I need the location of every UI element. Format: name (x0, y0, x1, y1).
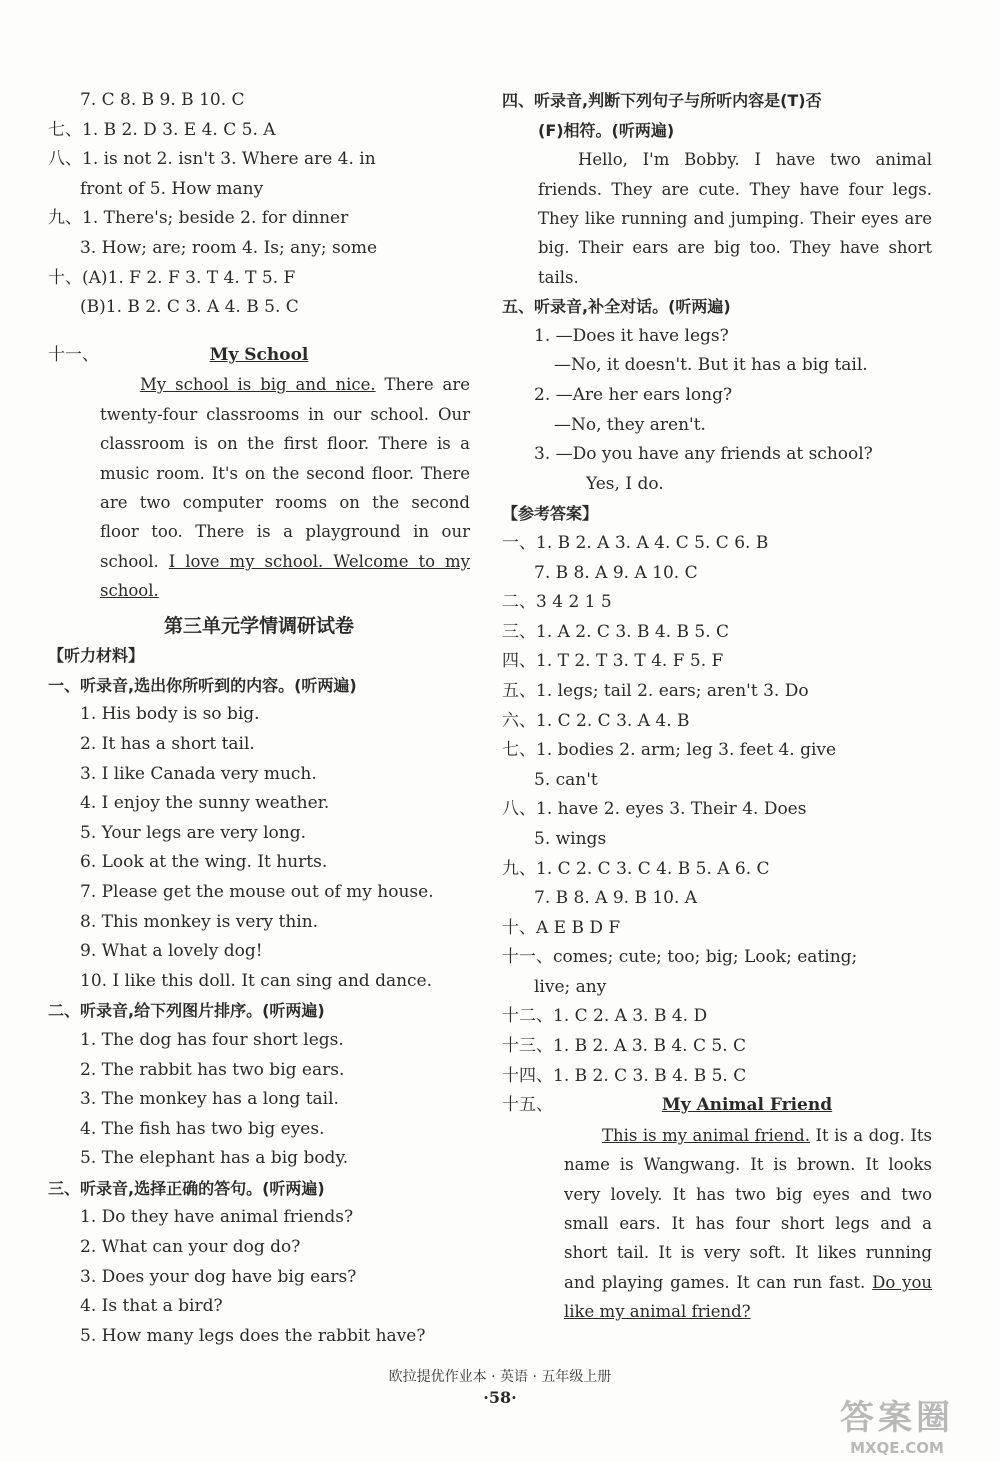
answer-line: 十四、1. B 2. C 3. B 4. B 5. C (502, 1065, 747, 1086)
list-item: 2. The rabbit has two big ears. (80, 1059, 345, 1080)
dialogue-line: Yes, I do. (586, 473, 664, 494)
list-item: 3. Does your dog have big ears? (80, 1266, 357, 1287)
answer-line: front of 5. How many (80, 178, 264, 199)
page-footer: 欧拉提优作业本 · 英语 · 五年级上册 (388, 1369, 612, 1385)
essay-heading (48, 341, 470, 371)
list-item: 2. What can your dog do? (80, 1237, 301, 1258)
listening-paragraph: Hello, I'm Bobby. I have two animal friends. They are cute. They have four legs. They like running and jumping. Their eyes are big. Their ears are big too. They have short tails. (538, 150, 932, 287)
watermark-logo (812, 1390, 982, 1457)
answer-line: 八、1. have 2. eyes 3. Their 4. Does (502, 799, 807, 820)
list-item: 5. The elephant has a big body. (80, 1148, 349, 1169)
dialogue-line: 3. —Do you have any friends at school? (534, 444, 873, 465)
list-item: 4. The fish has two big eyes. (80, 1118, 325, 1139)
answer-line: 四、1. T 2. T 3. T 4. F 5. F (502, 651, 724, 672)
section-label: 【听力材料】 (48, 646, 145, 666)
answer-line: 3. How; are; room 4. Is; any; some (80, 237, 378, 258)
essay-text: There are twenty-four classrooms in our school. Our classroom is on the first floor. There is a music room. It's on the second floor. There are two computer rooms on the second floor too. There is a playground in our school. (100, 375, 471, 571)
list-item: 1. The dog has four short legs. (80, 1029, 344, 1050)
section-heading: 二、听录音,给下列图片排序。(听两遍) (48, 1001, 325, 1021)
right-column (502, 86, 932, 1327)
answer-line: (B)1. B 2. C 3. A 4. B 5. C (80, 297, 299, 318)
section-label: 【参考答案】 (502, 504, 599, 524)
list-item: 4. I enjoy the sunny weather. (80, 793, 330, 814)
answer-line: 七、1. bodies 2. arm; leg 3. feet 4. give (502, 740, 837, 761)
answer-line: 7. B 8. A 9. A 10. C (534, 562, 698, 583)
unit-title: 第三单元学情调研试卷 (163, 614, 354, 637)
list-item: 9. What a lovely dog! (80, 941, 263, 962)
essay-body (502, 1121, 932, 1327)
essay-underlined-end: Do you like my animal friend? (564, 1272, 933, 1322)
answer-line: 十、(A)1. F 2. F 3. T 4. T 5. F (48, 267, 296, 288)
section-heading: 五、听录音,补全对话。(听两遍) (502, 297, 731, 317)
essay-number: 十五、 (502, 1095, 553, 1116)
essay-underlined-start: This is my animal friend. (602, 1125, 810, 1145)
left-column (48, 86, 470, 1351)
section-heading: 四、听录音,判断下列句子与所听内容是(T)否 (502, 91, 822, 110)
list-item: 8. This monkey is very thin. (80, 911, 319, 932)
list-item: 6. Look at the wing. It hurts. (80, 852, 328, 873)
answer-line: 十三、1. B 2. A 3. B 4. C 5. C (502, 1036, 747, 1057)
watermark-url: MXQE.COM (850, 1439, 944, 1457)
section-heading: 一、听录音,选出你所听到的内容。(听两遍) (48, 675, 357, 695)
essay-body (48, 370, 470, 605)
list-item: 2. It has a short tail. (80, 733, 255, 754)
list-item: 1. Do they have animal friends? (80, 1207, 354, 1228)
essay-underlined-start: My school is big and nice. (140, 375, 376, 395)
watermark-text: 答案圈 (840, 1398, 954, 1438)
list-item: 3. The monkey has a long tail. (80, 1089, 339, 1110)
list-item: 10. I like this doll. It can sing and dance. (80, 970, 433, 991)
dialogue-line: —No, they aren't. (554, 414, 706, 435)
answer-line: 十一、comes; cute; too; big; Look; eating; (502, 947, 858, 968)
answer-line: 二、3 4 2 1 5 (502, 592, 612, 613)
section-heading-cont: (F)相符。(听两遍) (538, 120, 675, 140)
list-item: 5. Your legs are very long. (80, 822, 307, 843)
answer-line: 五、1. legs; tail 2. ears; aren't 3. Do (502, 680, 809, 701)
list-item: 4. Is that a bird? (80, 1296, 223, 1317)
answer-line: 三、1. A 2. C 3. B 4. B 5. C (502, 621, 730, 642)
answer-line: 十二、1. C 2. A 3. B 4. D (502, 1006, 708, 1027)
essay-number: 十一、 (48, 344, 99, 365)
list-item: 5. How many legs does the rabbit have? (80, 1325, 426, 1346)
dialogue-line: 1. —Does it have legs? (534, 325, 729, 346)
list-item: 7. Please get the mouse out of my house. (80, 881, 434, 902)
essay-title: My School (209, 344, 309, 365)
section-heading: 三、听录音,选择正确的答句。(听两遍) (48, 1178, 325, 1198)
list-item: 1. His body is so big. (80, 704, 260, 725)
answer-line: 5. can't (534, 769, 598, 790)
answer-line: live; any (534, 976, 607, 997)
answer-line: 七、1. B 2. D 3. E 4. C 5. A (48, 119, 276, 140)
answer-line: 九、1. There's; beside 2. for dinner (48, 208, 349, 229)
list-item: 3. I like Canada very much. (80, 763, 317, 784)
answer-line: 7. B 8. A 9. B 10. A (534, 888, 698, 909)
answer-line: 六、1. C 2. C 3. A 4. B (502, 710, 690, 731)
essay-title: My Animal Friend (661, 1095, 833, 1116)
essay-heading (502, 1091, 932, 1121)
answer-line: 7. C 8. B 9. B 10. C (80, 90, 245, 110)
dialogue-line: 2. —Are her ears long? (534, 385, 733, 405)
essay-text: It is a dog. Its name is Wangwang. It is brown. It looks very lovely. It has two big eyes and two small ears. It has four short legs and a short tail. It is very soft. It likes running and playing games. It can run fast. (564, 1125, 932, 1292)
answer-line: 十、A E B D F (502, 917, 621, 938)
dialogue-line: —No, it doesn't. But it has a big tail. (554, 355, 868, 376)
essay-underlined-end: I love my school. Welcome to my school. (100, 551, 470, 601)
answer-line: 5. wings (534, 828, 607, 849)
answer-line: 一、1. B 2. A 3. A 4. C 5. C 6. B (502, 532, 769, 553)
page-number: ·58· (483, 1388, 517, 1407)
answer-line: 八、1. is not 2. isn't 3. Where are 4. in (48, 149, 376, 170)
answer-line: 九、1. C 2. C 3. C 4. B 5. A 6. C (502, 858, 770, 879)
